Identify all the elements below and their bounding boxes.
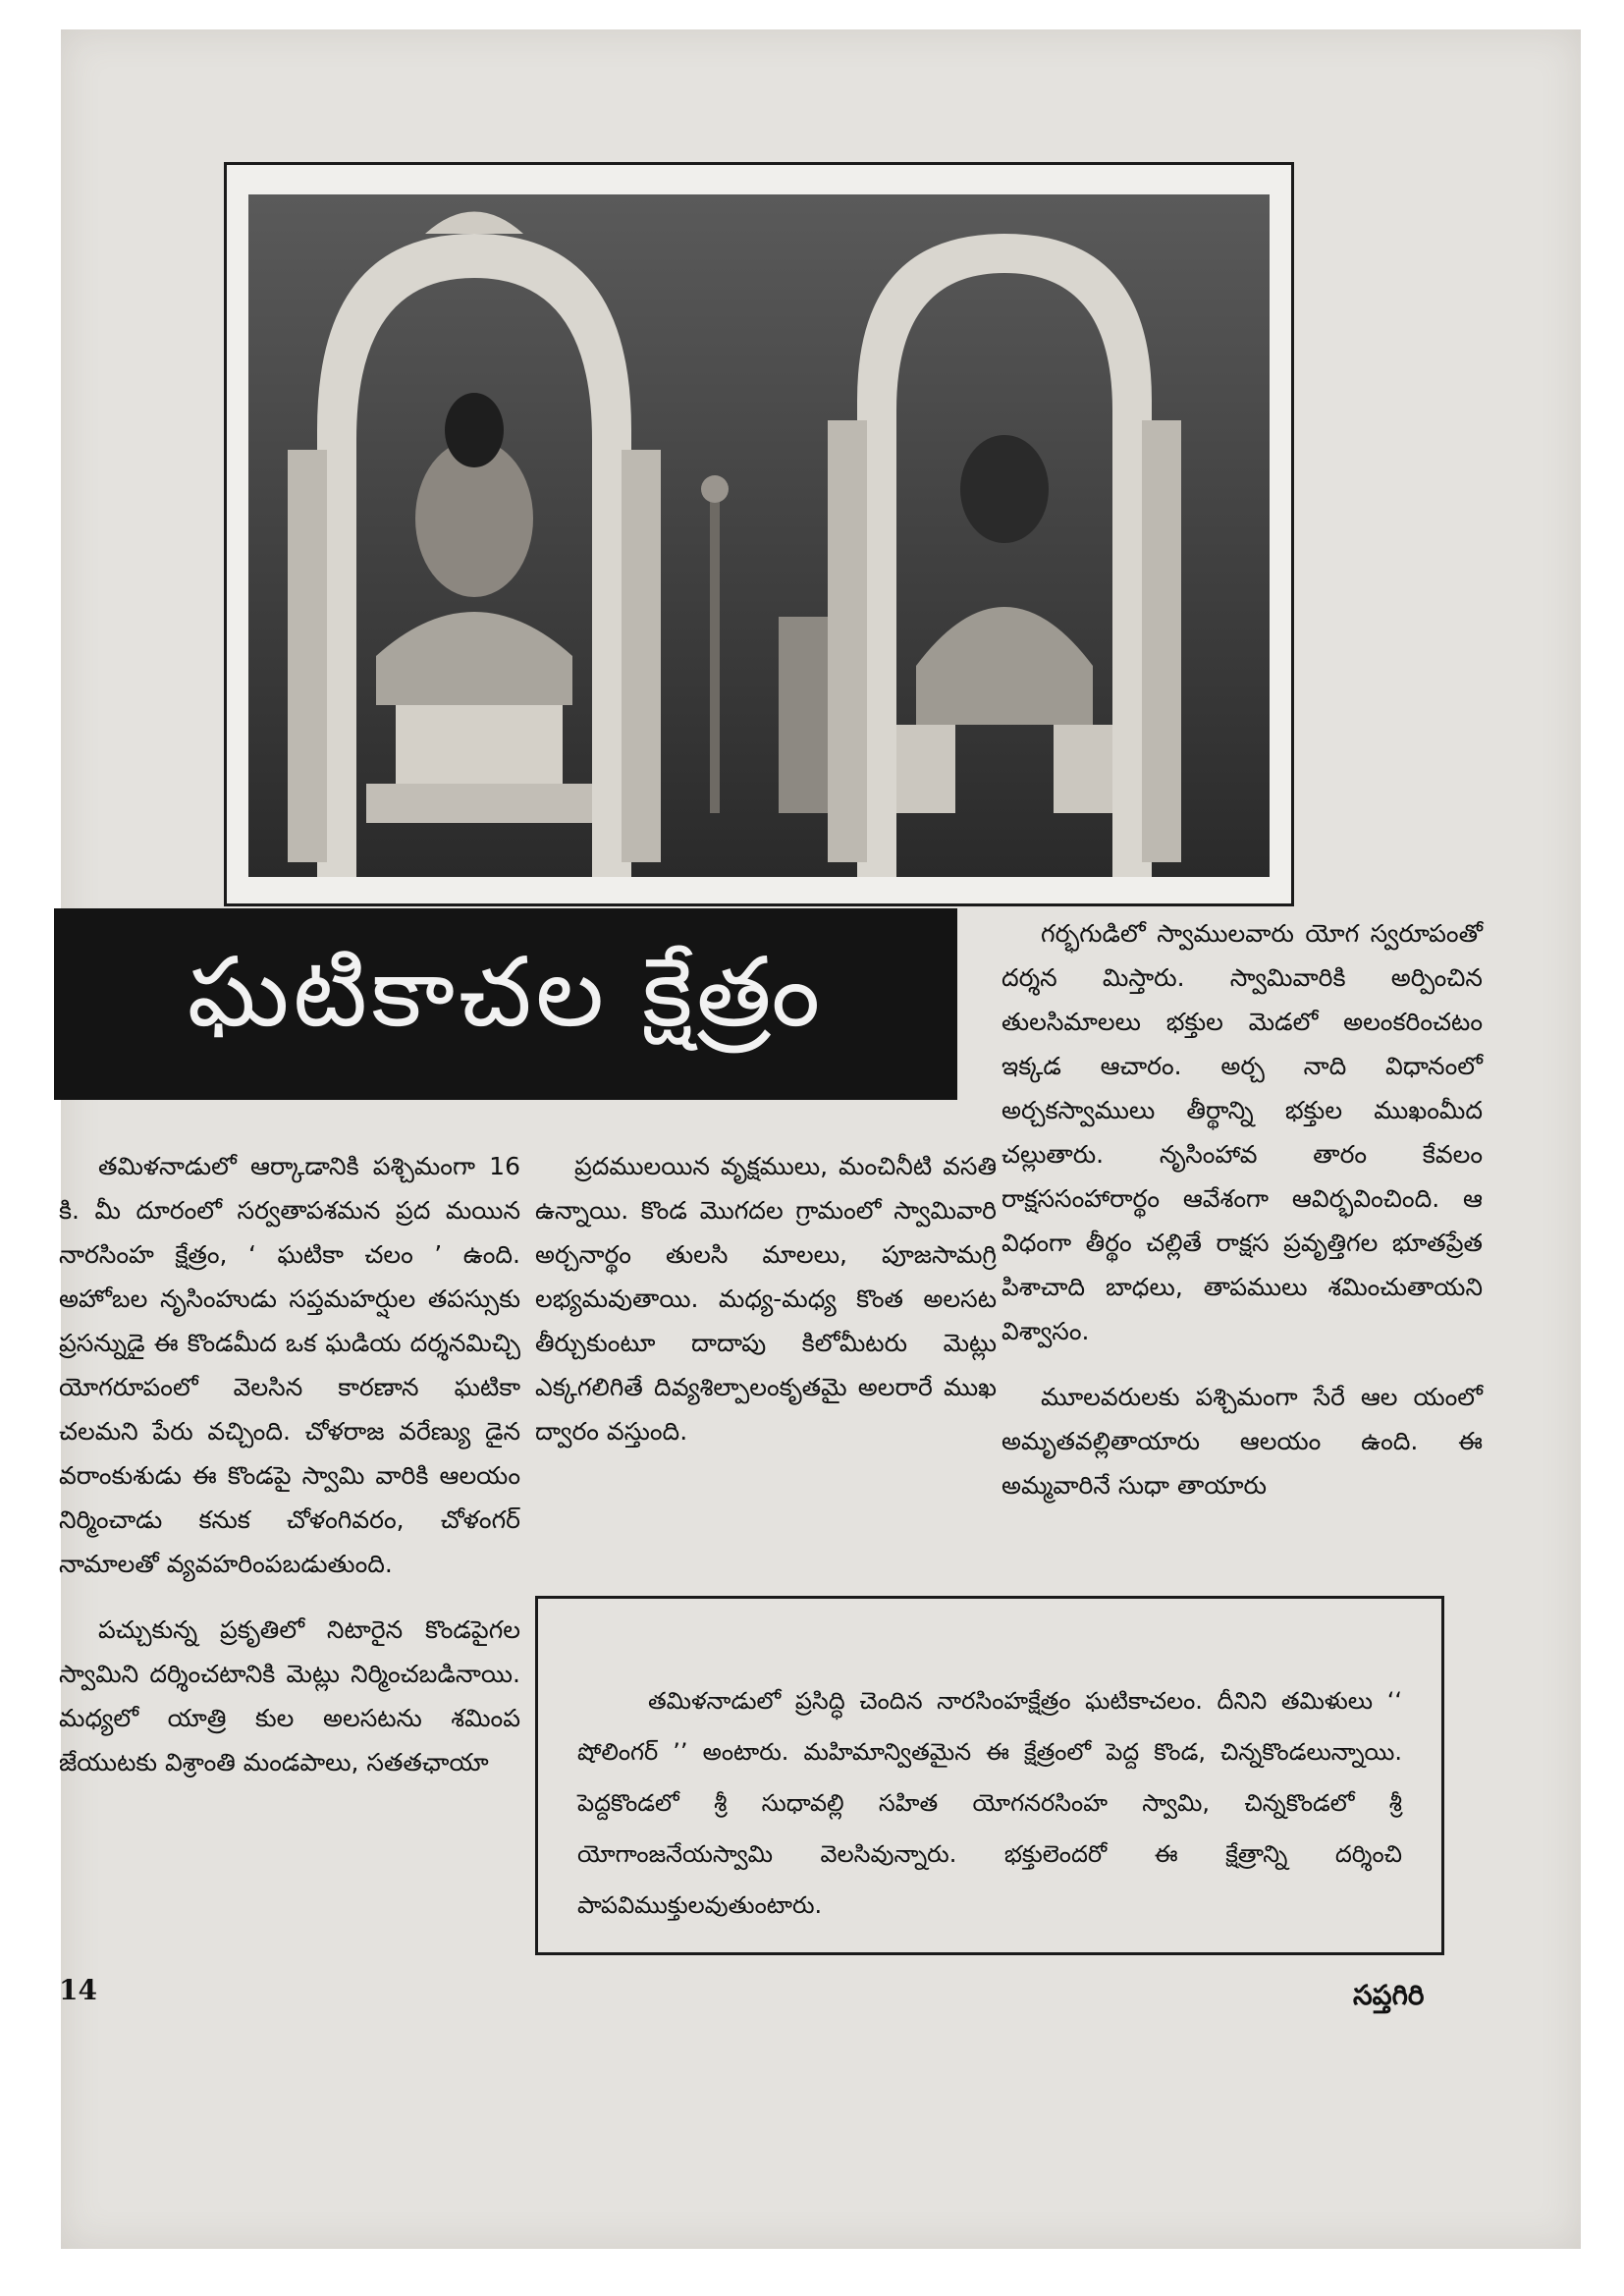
page-number: 14: [59, 1974, 97, 2006]
highlight-box: [535, 1596, 1444, 1955]
paragraph: మూలవరులకు పశ్చిమంగా సేరే ఆల యంలో అమృతవల్లితాయారు ఆలయం ఉంది. ఈ అమ్మవారినే సుధా తాయారు: [1001, 1383, 1483, 1500]
article-title: ఘటికాచల క్షేత్రం: [187, 936, 825, 1049]
column-left: [59, 1144, 520, 1949]
column-right: [1001, 911, 1483, 1589]
highlight-box-text: తమిళనాడులో ప్రసిద్ధి చెందిన నారసింహక్షేత్రం ఘటికాచలం. దీనిని తమిళులు ‘‘ షోలింగర్ ’’ అంటారు. మహిమాన్వితమైన ఈ క్షేత్రంలో పెద్ద కొండ, చిన్నకొండలున్నాయి. పెద్దకొండలో శ్రీ సుధావల్లి సహిత యోగనరసింహ స్వామి, చిన్నకొండలో శ్రీ యోగాంజనేయస్వామి వెలసివున్నారు. భక్తులెందరో ఈ క్షేత్రాన్ని దర్శించి పాపవిముక్తులవుతుంటారు.: [577, 1687, 1402, 1919]
temple-deities-photo-icon: [248, 194, 1270, 877]
photo-frame: [224, 162, 1294, 906]
paragraph: గర్భగుడిలో స్వాములవారు యోగ స్వరూపంతో దర్శన మిస్తారు. స్వామివారికి అర్పించిన తులసిమాలలు భక్తుల మెడలో అలంకరించటం ఇక్కడ ఆచారం. అర్చ నాది విధానంలో అర్చకస్వాములు తీర్థాన్ని భక్తుల ముఖంమీద చల్లుతారు. నృసింహావ తారం కేవలం రాక్షససంహారార్థం ఆవేశంగా ఆవిర్భవించింది. ఆ విధంగా తీర్థం చల్లితే రాక్షస ప్రవృత్తిగల భూతప్రేత పిశాచాది బాధలు, తాపములు శమించుతాయని విశ్వాసం.: [1001, 919, 1483, 1345]
paragraph: తమిళనాడులో ఆర్కాడానికి పశ్చిమంగా 16 కి. మీ దూరంలో సర్వతాపశమన ప్రద మయిన నారసింహ క్షేత్రం, ‘ ఘటికా చలం ’ ఉంది. అహోబల నృసింహుడు సప్తమహర్షుల తపస్సుకు ప్రసన్నుడై ఈ కొండమీద ఒక ఘడియ దర్శనమిచ్చి యోగరూపంలో వెలసిన కారణాన ఘటికా చలమని పేరు వచ్చింది. చోళరాజ వరేణ్యు డైన వరాంకుశుడు ఈ కొండపై స్వామి వారికి ఆలయం నిర్మించాడు కనుక చోళంగివరం, చోళంగర్ నామాలతో వ్యవహరింపబడుతుంది.: [59, 1152, 520, 1578]
paragraph: పచ్చుకున్న ప్రకృతిలో నిటారైన కొండపైగల స్వామిని దర్శించటానికి మెట్లు నిర్మించబడినాయి. మధ్యలో యాత్రి కుల అలసటను శమింప జేయుటకు విశ్రాంతి మండపాలు, సతతఛాయా: [59, 1615, 520, 1777]
article-title-banner: [54, 908, 957, 1100]
magazine-name: సప్తగిరి: [1353, 1979, 1425, 2011]
paragraph: ప్రదములయిన వృక్షములు, మంచినీటి వసతి ఉన్నాయి. కొండ మొగదల గ్రామంలో స్వామివారి అర్చనార్థం తులసి మాలలు, పూజసామగ్రి లభ్యమవుతాయి. మధ్య-మధ్య కొంత అలసట తీర్చుకుంటూ దాదాపు కిలోమీటరు మెట్లు ఎక్కగలిగితే దివ్యశిల్పాలంకృతమై అలరారే ముఖ ద్వారం వస్తుంది.: [535, 1152, 997, 1446]
column-middle: [535, 1144, 997, 1576]
